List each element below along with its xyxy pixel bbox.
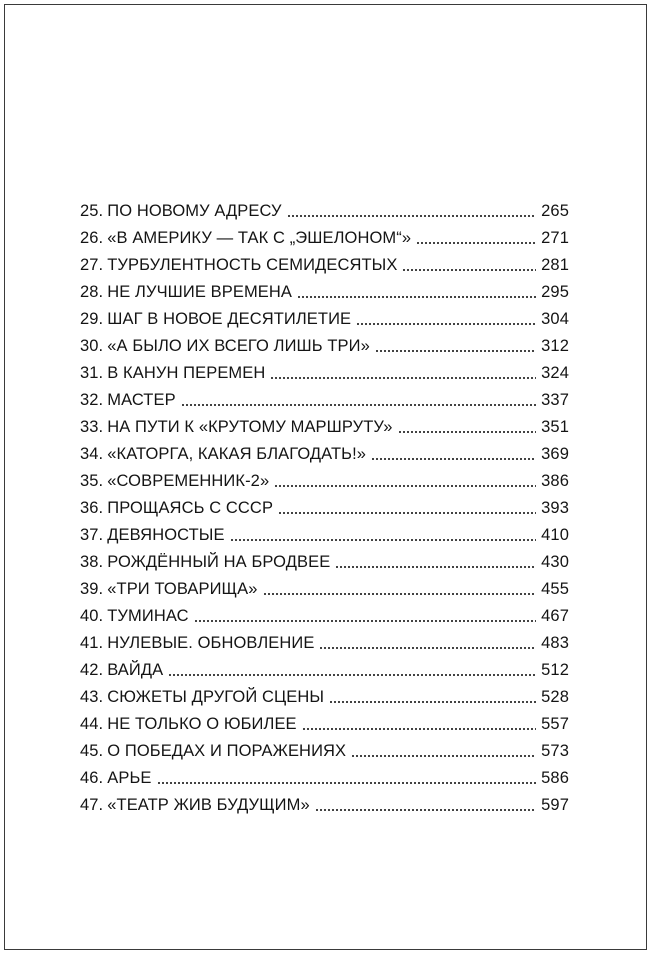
dot-leader xyxy=(168,674,536,676)
toc-entry-title: В КАНУН ПЕРЕМЕН xyxy=(107,364,266,382)
toc-entry-number: 47. xyxy=(80,796,104,814)
toc-entry xyxy=(80,306,569,333)
dot-leader xyxy=(329,701,536,703)
toc-entry-number: 34. xyxy=(80,445,104,463)
toc-entry xyxy=(80,603,569,630)
toc-entry-title: НЕ ЛУЧШИЕ ВРЕМЕНА xyxy=(107,283,293,301)
toc-entry-number: 40. xyxy=(80,607,104,625)
dot-leader xyxy=(274,485,536,487)
toc-entry-title: НЕ ТОЛЬКО О ЮБИЛЕЕ xyxy=(107,715,297,733)
toc-entry-title: О ПОБЕДАХ И ПОРАЖЕНИЯХ xyxy=(107,742,347,760)
toc-entry-title: НУЛЕВЫЕ. ОБНОВЛЕНИЕ xyxy=(107,634,315,652)
toc-entry-number: 41. xyxy=(80,634,104,652)
toc-entry-page: 573 xyxy=(541,742,569,760)
dot-leader xyxy=(194,620,537,622)
toc-entry-title: «В АМЕРИКУ — ТАК С „ЭШЕЛОНОМ“» xyxy=(107,229,412,247)
toc-entry-title: «ТРИ ТОВАРИЩА» xyxy=(107,580,258,598)
toc-entry-number: 35. xyxy=(80,472,104,490)
toc-entry-page: 483 xyxy=(541,634,569,652)
toc-entry-number: 31. xyxy=(80,364,104,382)
dot-leader xyxy=(371,458,536,460)
toc-entry xyxy=(80,765,569,792)
toc-entry-number: 44. xyxy=(80,715,104,733)
dot-leader xyxy=(351,755,536,757)
toc-entry-page: 393 xyxy=(541,499,569,517)
toc-entry-page: 528 xyxy=(541,688,569,706)
toc-entry-number: 29. xyxy=(80,310,104,328)
dot-leader xyxy=(315,809,536,811)
toc-entry-page: 455 xyxy=(541,580,569,598)
toc-entry xyxy=(80,198,569,225)
toc-entry-number: 27. xyxy=(80,256,104,274)
dot-leader xyxy=(157,782,537,784)
toc-entry-page: 410 xyxy=(541,526,569,544)
toc-entry-title: «СОВРЕМЕННИК-2» xyxy=(107,472,270,490)
toc-entry-number: 37. xyxy=(80,526,104,544)
toc-entry xyxy=(80,792,569,819)
dot-leader xyxy=(375,350,536,352)
toc-entry xyxy=(80,225,569,252)
toc-entry-number: 38. xyxy=(80,553,104,571)
dot-leader xyxy=(278,512,536,514)
toc-entry-page: 295 xyxy=(541,283,569,301)
toc-entry-page: 351 xyxy=(541,418,569,436)
toc-entry-page: 324 xyxy=(541,364,569,382)
toc-entry-title: «КАТОРГА, КАКАЯ БЛАГОДАТЬ!» xyxy=(107,445,367,463)
toc-entry-page: 597 xyxy=(541,796,569,814)
toc-entry-number: 42. xyxy=(80,661,104,679)
toc-entry xyxy=(80,630,569,657)
toc-entry-number: 26. xyxy=(80,229,104,247)
toc-entry-number: 28. xyxy=(80,283,104,301)
toc-entry-title: МАСТЕР xyxy=(107,391,176,409)
toc-entry-number: 33. xyxy=(80,418,104,436)
toc-entry-number: 45. xyxy=(80,742,104,760)
toc-entry-number: 25. xyxy=(80,202,104,220)
toc-entry-page: 430 xyxy=(541,553,569,571)
dot-leader xyxy=(402,269,536,271)
toc-entry-number: 39. xyxy=(80,580,104,598)
dot-leader xyxy=(302,728,536,730)
toc-entry xyxy=(80,333,569,360)
dot-leader xyxy=(319,647,536,649)
toc-entry-number: 30. xyxy=(80,337,104,355)
toc-entry xyxy=(80,387,569,414)
toc-entry-title: ТУМИНАС xyxy=(107,607,189,625)
toc-entry xyxy=(80,360,569,387)
toc-entry-page: 586 xyxy=(541,769,569,787)
toc-entry-page: 557 xyxy=(541,715,569,733)
toc-entry-title: ВАЙДА xyxy=(107,661,164,679)
toc-entry-title: «А БЫЛО ИХ ВСЕГО ЛИШЬ ТРИ» xyxy=(107,337,370,355)
toc-entry-title: ПРОЩАЯСЬ С СССР xyxy=(107,499,274,517)
toc-entry xyxy=(80,468,569,495)
toc-entry xyxy=(80,522,569,549)
toc-entry-page: 386 xyxy=(541,472,569,490)
toc-entry-title: ШАГ В НОВОЕ ДЕСЯТИЛЕТИЕ xyxy=(107,310,352,328)
dot-leader xyxy=(335,566,536,568)
dot-leader xyxy=(263,593,537,595)
toc-entry-number: 32. xyxy=(80,391,104,409)
toc-entry xyxy=(80,576,569,603)
toc-entry xyxy=(80,279,569,306)
toc-entry xyxy=(80,441,569,468)
toc-entry xyxy=(80,252,569,279)
dot-leader xyxy=(398,431,537,433)
toc-entry-page: 304 xyxy=(541,310,569,328)
toc-entry xyxy=(80,657,569,684)
dot-leader xyxy=(297,296,536,298)
toc-entry-page: 281 xyxy=(541,256,569,274)
toc-entry-page: 337 xyxy=(541,391,569,409)
toc-entry-page: 271 xyxy=(541,229,569,247)
toc-entry-title: ДЕВЯНОСТЫЕ xyxy=(107,526,225,544)
toc-entry-page: 369 xyxy=(541,445,569,463)
dot-leader xyxy=(416,242,536,244)
toc-entry-title: РОЖДЁННЫЙ НА БРОДВЕЕ xyxy=(107,553,331,571)
toc-entry xyxy=(80,711,569,738)
dot-leader xyxy=(356,323,536,325)
toc-entry-page: 265 xyxy=(541,202,569,220)
toc-entry-number: 43. xyxy=(80,688,104,706)
dot-leader xyxy=(270,377,536,379)
toc-entry xyxy=(80,549,569,576)
dot-leader xyxy=(287,215,537,217)
toc-entry-title: ПО НОВОМУ АДРЕСУ xyxy=(107,202,282,220)
toc-entry xyxy=(80,414,569,441)
toc-entry-title: НА ПУТИ К «КРУТОМУ МАРШРУТУ» xyxy=(107,418,393,436)
toc-entry xyxy=(80,684,569,711)
table-of-contents xyxy=(80,198,569,819)
toc-entry-number: 46. xyxy=(80,769,104,787)
toc-entry-number: 36. xyxy=(80,499,104,517)
toc-entry xyxy=(80,738,569,765)
toc-entry-page: 512 xyxy=(541,661,569,679)
dot-leader xyxy=(181,404,536,406)
toc-entry-page: 312 xyxy=(541,337,569,355)
toc-entry-title: «ТЕАТР ЖИВ БУДУЩИМ» xyxy=(107,796,310,814)
toc-entry-title: ТУРБУЛЕНТНОСТЬ СЕМИДЕСЯТЫХ xyxy=(107,256,398,274)
toc-entry-title: СЮЖЕТЫ ДРУГОЙ СЦЕНЫ xyxy=(107,688,325,706)
toc-entry-title: АРЬЕ xyxy=(107,769,152,787)
toc-entry-page: 467 xyxy=(541,607,569,625)
toc-entry xyxy=(80,495,569,522)
dot-leader xyxy=(230,539,537,541)
